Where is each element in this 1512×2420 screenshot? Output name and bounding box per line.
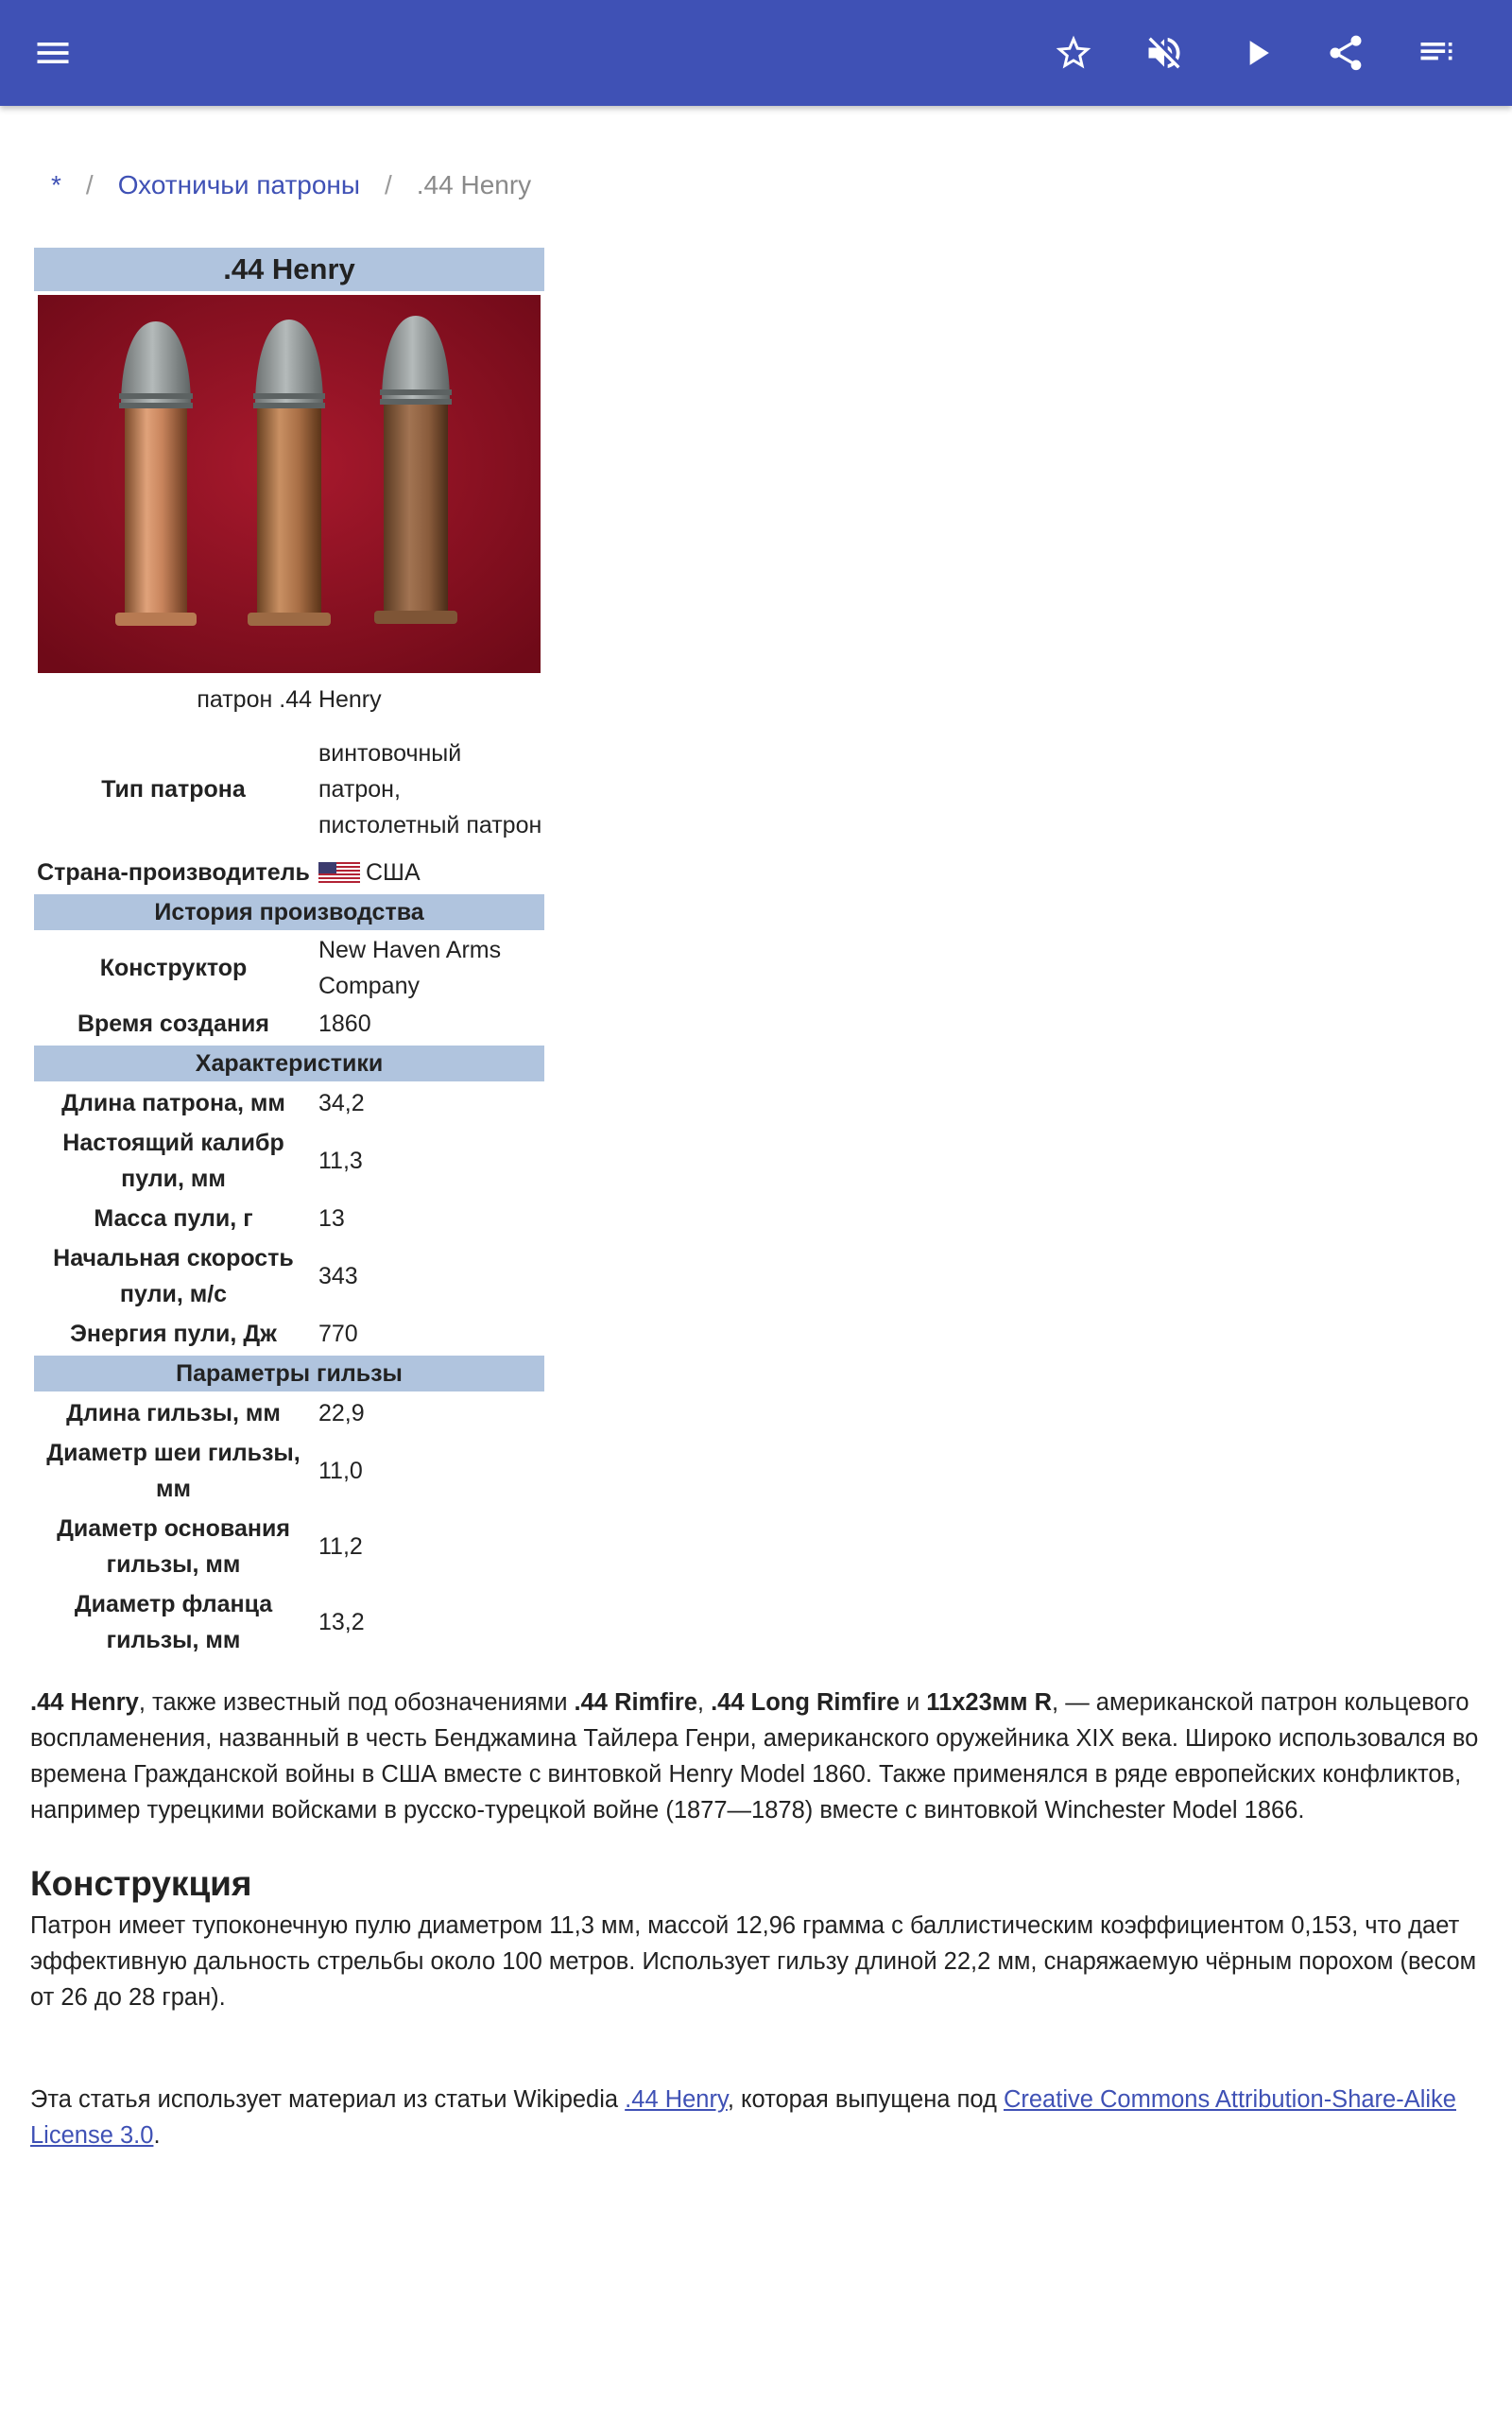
intro-text: , [696, 1689, 712, 1716]
article-body [30, 1685, 1486, 2153]
breadcrumb-separator: / [85, 170, 94, 199]
breadcrumb-separator: / [385, 170, 392, 199]
section-heading: Конструкция [30, 1864, 252, 1903]
infobox-section-history: История производства [34, 894, 544, 930]
infobox-label: Диаметр шеи гильзы, мм [46, 1440, 301, 1502]
breadcrumb [51, 170, 531, 200]
star-outline-icon[interactable] [1047, 26, 1100, 79]
infobox-row [34, 1238, 544, 1314]
intro-text: и [899, 1689, 927, 1716]
infobox-value: 11,3 [318, 1148, 363, 1174]
intro-bold-term: 11х23мм R [926, 1689, 1053, 1716]
infobox-label: Страна-производитель [37, 859, 310, 886]
infobox-label: Длина гильзы, мм [66, 1400, 281, 1426]
infobox [34, 248, 544, 1660]
infobox-value: 1860 [318, 1011, 371, 1037]
infobox-value: 13 [318, 1205, 345, 1232]
infobox-value: 343 [318, 1263, 358, 1289]
infobox-label: Начальная скорость пули, м/с [53, 1245, 294, 1307]
infobox-row [34, 1509, 544, 1584]
playlist-icon[interactable] [1410, 26, 1463, 79]
infobox-row [34, 1584, 544, 1660]
menu-icon[interactable] [26, 26, 79, 79]
cartridge-photo[interactable] [38, 295, 541, 673]
infobox-label: Конструктор [99, 955, 248, 981]
infobox-row [34, 726, 544, 853]
infobox-section-case: Параметры гильзы [34, 1356, 544, 1392]
breadcrumb-root[interactable]: * [51, 170, 61, 199]
country-text: США [366, 859, 421, 886]
infobox-row [34, 853, 544, 892]
intro-bold-term: .44 Henry [30, 1689, 139, 1716]
cartridge-photo-illustration [38, 295, 541, 673]
infobox-label: Диаметр фланца гильзы, мм [74, 1591, 273, 1653]
attribution-text: , которая выпущена под [727, 2086, 1004, 2113]
attribution-text: . [153, 2122, 161, 2149]
infobox-row [34, 1083, 544, 1123]
wikipedia-source-link[interactable]: .44 Henry [625, 2086, 728, 2113]
share-icon[interactable] [1319, 26, 1372, 79]
infobox-caption: патрон .44 Henry [197, 686, 382, 713]
intro-text: , также известный под обозначениями [138, 1689, 575, 1716]
intro-text: , — американской патрон кольцевого воспламенения, названный в честь Бенджамина Тайлера Генри, американского оружейника XIX века. Широко использовался во времена Гражданской войны в США вместе с винтовкой Henry Model 1860. Также применялся в ряде европейских конфликтов, например турецкими войсками в русско-турецкой войне (1877—1878) вместе с винтовкой Winchester Model 1866. [30, 1689, 1479, 1824]
infobox-section-specs: Характеристики [34, 1046, 544, 1081]
infobox-value: 13,2 [318, 1609, 365, 1635]
volume-off-icon[interactable] [1138, 26, 1191, 79]
infobox-value [313, 853, 544, 892]
app-bar [0, 0, 1512, 106]
infobox-label: Масса пули, г [94, 1205, 253, 1232]
play-icon[interactable] [1230, 26, 1283, 79]
infobox-value: 11,0 [318, 1458, 363, 1484]
infobox-value: 34,2 [318, 1090, 365, 1116]
infobox-value: винтовочный патрон, пистолетный патрон [318, 740, 542, 838]
infobox-label: Энергия пули, Дж [70, 1321, 277, 1347]
intro-bold-term: .44 Long Rimfire [711, 1689, 900, 1716]
attribution-paragraph [30, 2082, 1486, 2153]
infobox-row [34, 1199, 544, 1238]
infobox-label: Время создания [77, 1011, 270, 1037]
us-flag-icon [318, 862, 360, 885]
intro-paragraph [30, 1685, 1486, 1828]
infobox-value: New Haven Arms Company [318, 937, 502, 999]
infobox-row [34, 1433, 544, 1509]
breadcrumb-current: .44 Henry [416, 170, 532, 199]
infobox-label: Диаметр основания гильзы, мм [57, 1515, 290, 1578]
intro-bold-term: .44 Rimfire [574, 1689, 697, 1716]
breadcrumb-category[interactable]: Охотничьи патроны [117, 170, 360, 199]
section-paragraph: Патрон имеет тупоконечную пулю диаметром 11,3 мм, массой 12,96 грамма с баллистическим коэффициентом 0,153, что дает эффективную дальность стрельбы около 100 метров. Использует гильзу длиной 22,2 мм, снаряжаемую чёрным порохом (весом от 26 до 28 гран). [30, 1912, 1477, 2011]
license-link[interactable]: Creative Commons Attribution-Share-Alike License 3.0 [30, 2086, 1456, 2149]
infobox-row [34, 1314, 544, 1354]
infobox-title: .44 Henry [34, 248, 544, 291]
infobox-label: Тип патрона [101, 776, 246, 803]
infobox-value: 22,9 [318, 1400, 365, 1426]
infobox-value: 770 [318, 1321, 358, 1347]
attribution-text: Эта статья использует материал из статьи Wikipedia [30, 2086, 626, 2113]
infobox-row [34, 1004, 544, 1044]
infobox-label: Настоящий калибр пули, мм [62, 1130, 284, 1192]
infobox-row [34, 1393, 544, 1433]
infobox-row [34, 932, 544, 1004]
infobox-label: Длина патрона, мм [61, 1090, 285, 1116]
infobox-row [34, 1123, 544, 1199]
infobox-value: 11,2 [318, 1533, 363, 1560]
